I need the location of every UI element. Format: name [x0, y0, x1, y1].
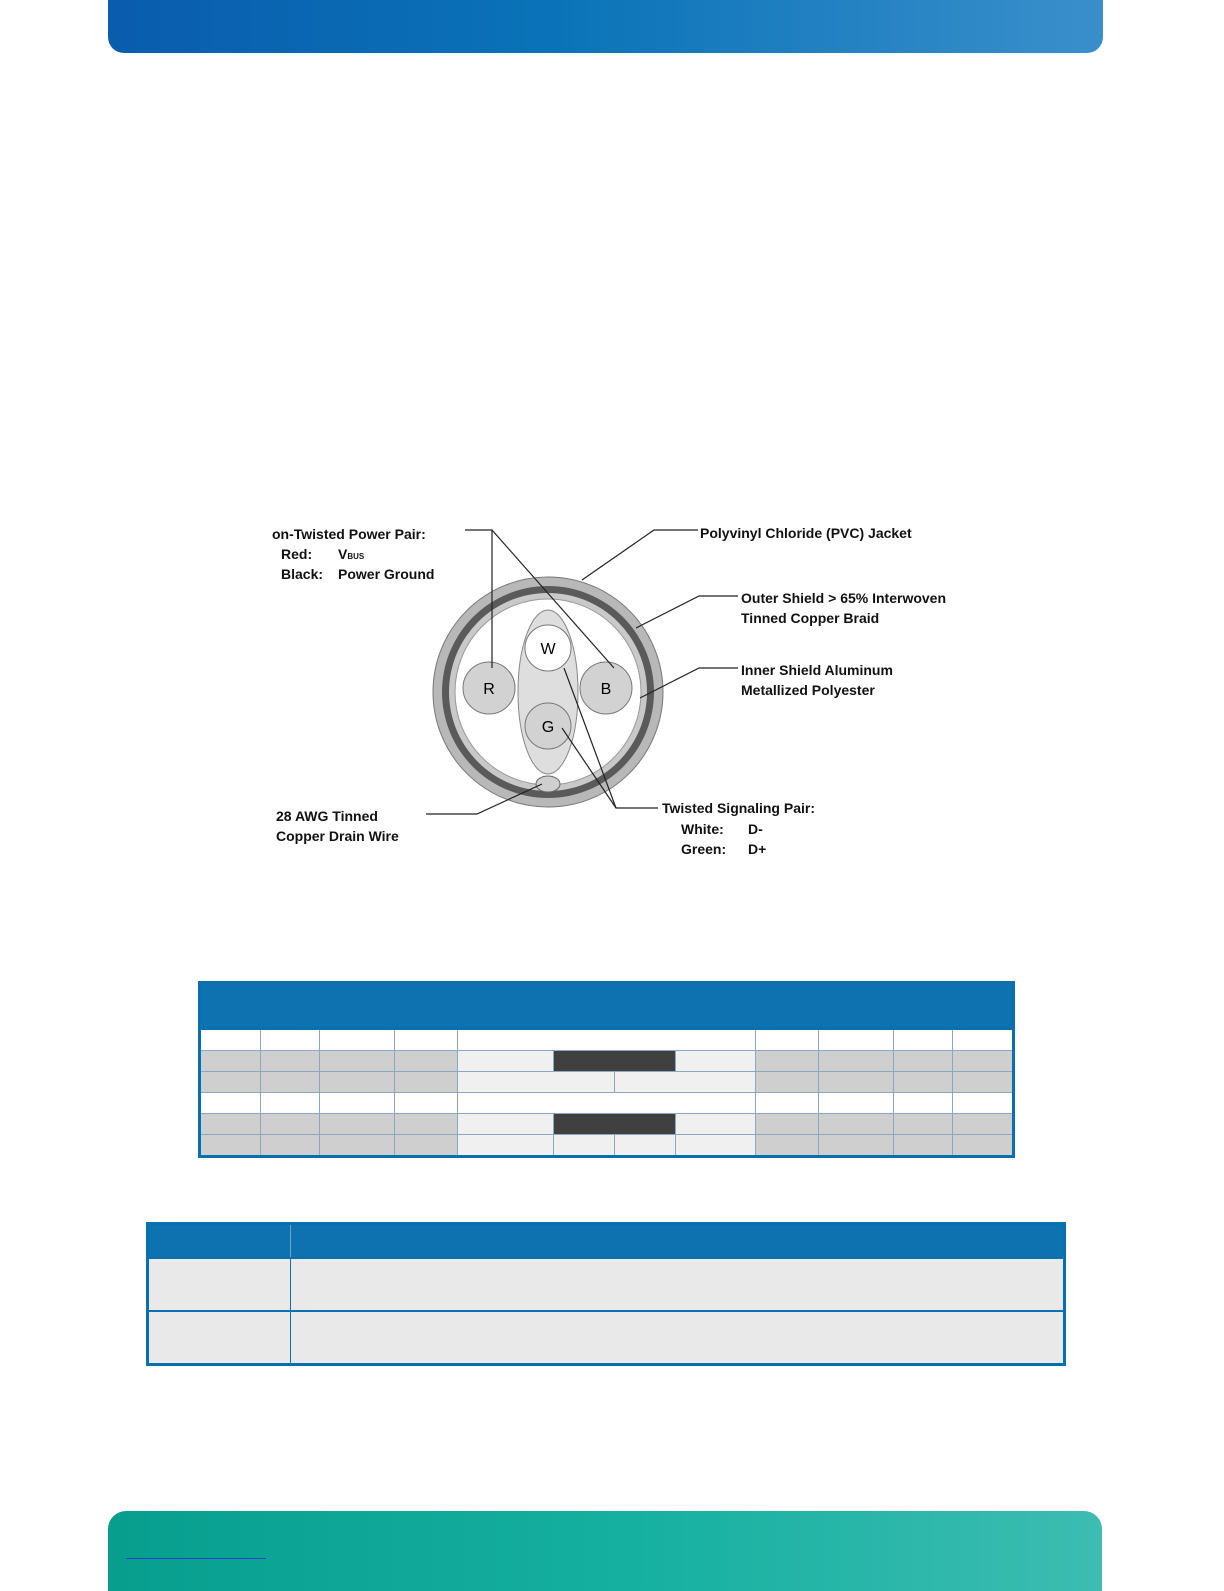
- header-cell: [458, 983, 554, 1029]
- usb-cable-cross-section-figure: [262, 518, 982, 868]
- pinout-table: [198, 981, 1015, 1158]
- header-cell: [148, 1224, 291, 1259]
- header-bar: [108, 0, 1103, 53]
- jacket-label: Polyvinyl Chloride (PVC) Jacket: [700, 525, 912, 541]
- green-label: Green:: [681, 841, 727, 857]
- drain-line1: 28 AWG Tinned: [276, 808, 378, 824]
- table-row: [200, 1114, 1014, 1135]
- black-label: Black:: [281, 566, 324, 582]
- wire-w-label: W: [540, 641, 556, 658]
- signal-pair-title: Twisted Signaling Pair:: [662, 800, 815, 816]
- header-cell: [894, 983, 953, 1029]
- inner-shield-line1: Inner Shield Aluminum: [741, 662, 893, 678]
- header-cell: [320, 983, 395, 1029]
- description-table: [146, 1222, 1066, 1366]
- table-row: [148, 1258, 1065, 1311]
- white-label: White:: [681, 821, 724, 837]
- table-header-row: [148, 1224, 1065, 1259]
- white-value: D-: [748, 821, 763, 837]
- black-value: Power Ground: [338, 566, 435, 582]
- table-row: [148, 1311, 1065, 1365]
- power-pair-title: on-Twisted Power Pair:: [272, 526, 426, 542]
- table-header-row: [200, 983, 1014, 1029]
- vbus-main: V: [338, 546, 348, 562]
- red-label: Red:: [281, 546, 313, 562]
- wire-g-label: G: [541, 719, 555, 736]
- footer-link-underline: [126, 1558, 266, 1559]
- outer-shield-line1: Outer Shield > 65% Interwoven: [741, 590, 947, 606]
- inner-shield-line2: Metallized Polyester: [741, 682, 875, 698]
- drain-wire: [536, 776, 560, 792]
- header-cell: [819, 983, 894, 1029]
- vbus-sub: BUS: [347, 552, 365, 561]
- table-row: [200, 1135, 1014, 1157]
- table-row: [200, 1072, 1014, 1093]
- header-cell: [756, 983, 819, 1029]
- table-row: [200, 1029, 1014, 1051]
- header-cell: [676, 983, 756, 1029]
- header-cell: [395, 983, 458, 1029]
- header-cell: [953, 983, 1014, 1029]
- drain-line2: Copper Drain Wire: [276, 828, 399, 844]
- table-row: [200, 1093, 1014, 1114]
- wire-r-label: R: [483, 681, 495, 698]
- header-cell: [291, 1224, 1065, 1259]
- wire-b-label: B: [600, 681, 612, 698]
- header-cell: [200, 983, 261, 1029]
- table-row: [200, 1051, 1014, 1072]
- header-cell: [554, 983, 676, 1029]
- outer-shield-line2: Tinned Copper Braid: [741, 610, 880, 626]
- header-cell: [261, 983, 320, 1029]
- green-value: D+: [748, 841, 767, 857]
